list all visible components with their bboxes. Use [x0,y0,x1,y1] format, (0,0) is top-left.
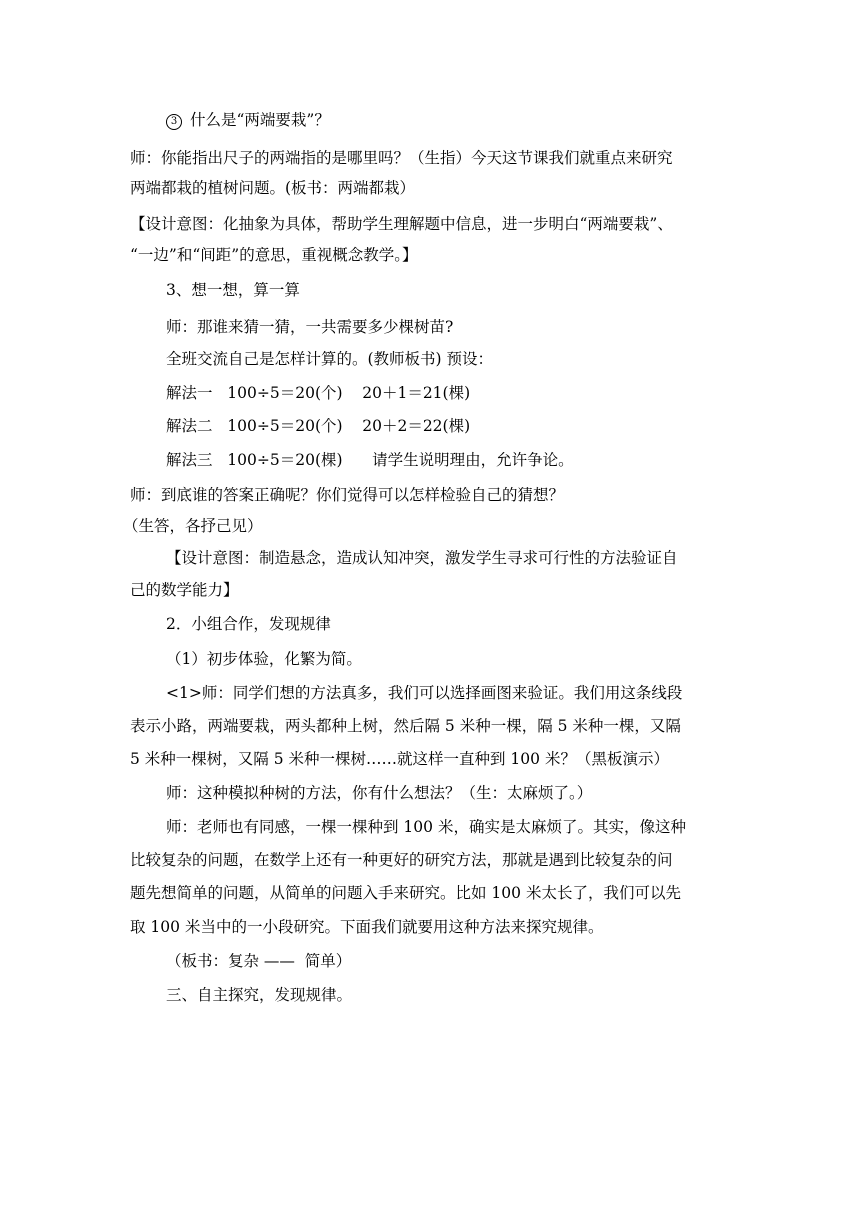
design-intent-note: 己的数学能力】 [130,581,239,599]
solution-line: 解法三 100÷5＝20(棵) 请学生说明理由，允许争论。 [166,451,574,469]
text-line: 取 100 米当中的一小段研究。下面我们就要用这种方法来探究规律。 [130,918,604,936]
text-line: 师：那谁来猜一猜，一共需要多少棵树苗? [166,318,454,336]
section-heading: 3、想一想，算一算 [166,281,300,299]
design-intent-note: 【设计意图：化抽象为具体，帮助学生理解题中信息，进一步明白“两端要栽”、 [130,215,673,233]
text-line: <1>师：同学们想的方法真多，我们可以选择画图来验证。我们用这条线段 [166,684,683,702]
text-line: 表示小路，两端要栽，两头都种上树，然后隔 5 米种一棵，隔 5 米种一棵，又隔 [130,717,681,735]
blackboard-note: （板书：复杂 —— 简单） [166,952,352,970]
text-line: 两端都栽的植树问题。(板书：两端都栽） [130,179,416,197]
text-line: 全班交流自己是怎样计算的。(教师板书) 预设： [166,350,494,368]
text-line: 比较复杂的问题，在数学上还有一种更好的研究方法，那就是遇到比较复杂的问 [130,851,673,869]
text-line: 师：这种模拟种树的方法，你有什么想法？（生：太麻烦了。） [166,784,593,802]
solution-line: 解法二 100÷5＝20(个) 20＋2＝22(棵) [166,417,471,435]
text-line: 5 米种一棵树，又隔 5 米种一棵树……就这样一直种到 100 米？（黑板演示） [130,750,669,768]
text-line: （生答，各抒己见） [123,517,263,535]
text-line: 题先想简单的问题，从简单的问题入手来研究。比如 100 米太长了，我们可以先 [130,884,681,902]
subsection-heading: （1）初步体验，化繁为简。 [166,650,362,668]
section-heading: 三、自主探究，发现规律。 [166,986,353,1004]
section-heading: 2．小组合作，发现规律 [166,615,331,633]
subtopic-heading [166,110,860,130]
circled-number: 3 [166,114,182,130]
solution-line: 解法一 100÷5＝20(个) 20＋1＝21(棵) [166,384,471,402]
design-intent-note: “一边”和“间距”的意思，重视概念教学。】 [130,246,418,264]
text-line: 师：老师也有同感，一棵一棵种到 100 米，确实是太麻烦了。其实，像这种 [166,818,686,836]
text-line: 师：到底谁的答案正确呢？你们觉得可以怎样检验自己的猜想？ [130,486,565,504]
text-line: 师：你能指出尺子的两端指的是哪里吗？（生指）今天这节课我们就重点来研究 [130,149,673,167]
design-intent-note: 【设计意图：制造悬念，造成认知冲突，激发学生寻求可行性的方法验证自 [166,549,678,567]
text-line: 什么是“两端要栽”？ [190,111,330,129]
